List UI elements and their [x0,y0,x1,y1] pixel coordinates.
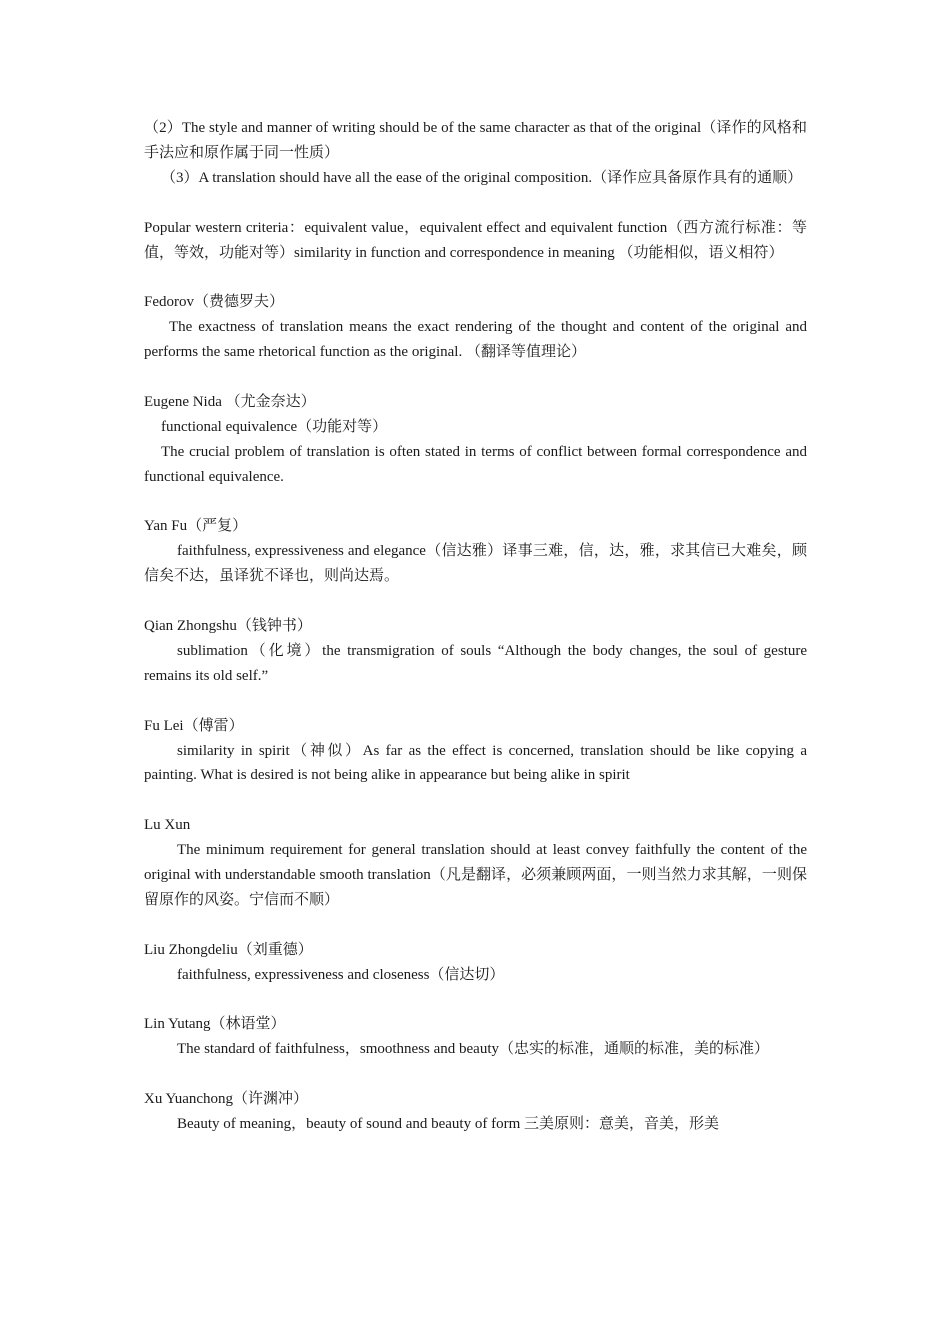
fu-lei-heading: Fu Lei（傅雷） [144,717,244,734]
fu-lei-paragraph: similarity in spirit（神似）As far as the effect is concerned, translation should be like copying a painting. What is desired is not being alike in appearance but being alike in spirit [144,742,807,784]
blank-line [144,265,807,290]
yanfu-paragraph: faithfulness, expressiveness and elegance（信达雅）译事三难，信，达，雅，求其信已大难矣，顾信矣不达，虽译犹不译也，则尚达焉。 [144,543,807,585]
blank-line [144,589,807,614]
blank-line [144,988,807,1013]
fedorov-paragraph: The exactness of translation means the exact rendering of the thought and content of the original and performs the same rhetorical function as the original. （翻译等值理论） [144,319,807,361]
lu-xun-paragraph: The minimum requirement for general translation should at least convey faithfully the content of the original with understandable smooth translation（凡是翻译，必须兼顾两面，一则当然力求其解，一则保留原作的风姿。宁信而不顺） [144,842,807,908]
blank-line [144,191,807,216]
blank-line [144,689,807,714]
qian-zhongshu-heading: Qian Zhongshu（钱钟书） [144,618,312,635]
document-page [144,116,807,1137]
nida-paragraph: The crucial problem of translation is often stated in terms of conflict between formal correspondence and functional equivalence. [144,443,807,485]
lin-yutang-heading: Lin Yutang（林语堂） [144,1016,286,1033]
lin-yutang-paragraph: The standard of faithfulness，smoothness and beauty（忠实的标准，通顺的标准，美的标准） [177,1041,770,1058]
liu-zhongdeliu-paragraph: faithfulness, expressiveness and closeness（信达切） [177,966,505,983]
blank-line [144,490,807,515]
xu-yuanchong-heading: Xu Yuanchong（许渊冲） [144,1091,309,1108]
criterion-3-paragraph: （3）A translation should have all the ease of the original composition.（译作应具备原作具有的通顺） [161,169,803,186]
qian-zhongshu-paragraph: sublimation（化境）the transmigration of souls “Although the body changes, the soul of gesture remains its old self.” [144,642,807,684]
lu-xun-heading: Lu Xun [144,817,191,834]
blank-line [144,788,807,813]
liu-zhongdeliu-heading: Liu Zhongdeliu（刘重德） [144,941,313,958]
criterion-2-paragraph: （2）The style and manner of writing should be of the same character as that of the original（译作的风格和手法应和原作属于同一性质） [144,120,807,161]
blank-line [144,1062,807,1087]
yanfu-heading: Yan Fu（严复） [144,518,248,535]
xu-yuanchong-paragraph: Beauty of meaning，beauty of sound and beauty of form 三美原则：意美，音美，形美 [177,1116,719,1133]
nida-heading: Eugene Nida （尤金奈达） [144,393,316,410]
blank-line [144,365,807,390]
nida-subtitle: functional equivalence（功能对等） [161,418,388,435]
fedorov-heading: Fedorov（费德罗夫） [144,294,284,311]
blank-line [144,913,807,938]
western-criteria-paragraph: Popular western criteria：equivalent value，equivalent effect and equivalent function（西方流行标准：等值，等效，功能对等）similarity in function and correspondence in meaning （功能相似，语义相符） [144,219,807,261]
